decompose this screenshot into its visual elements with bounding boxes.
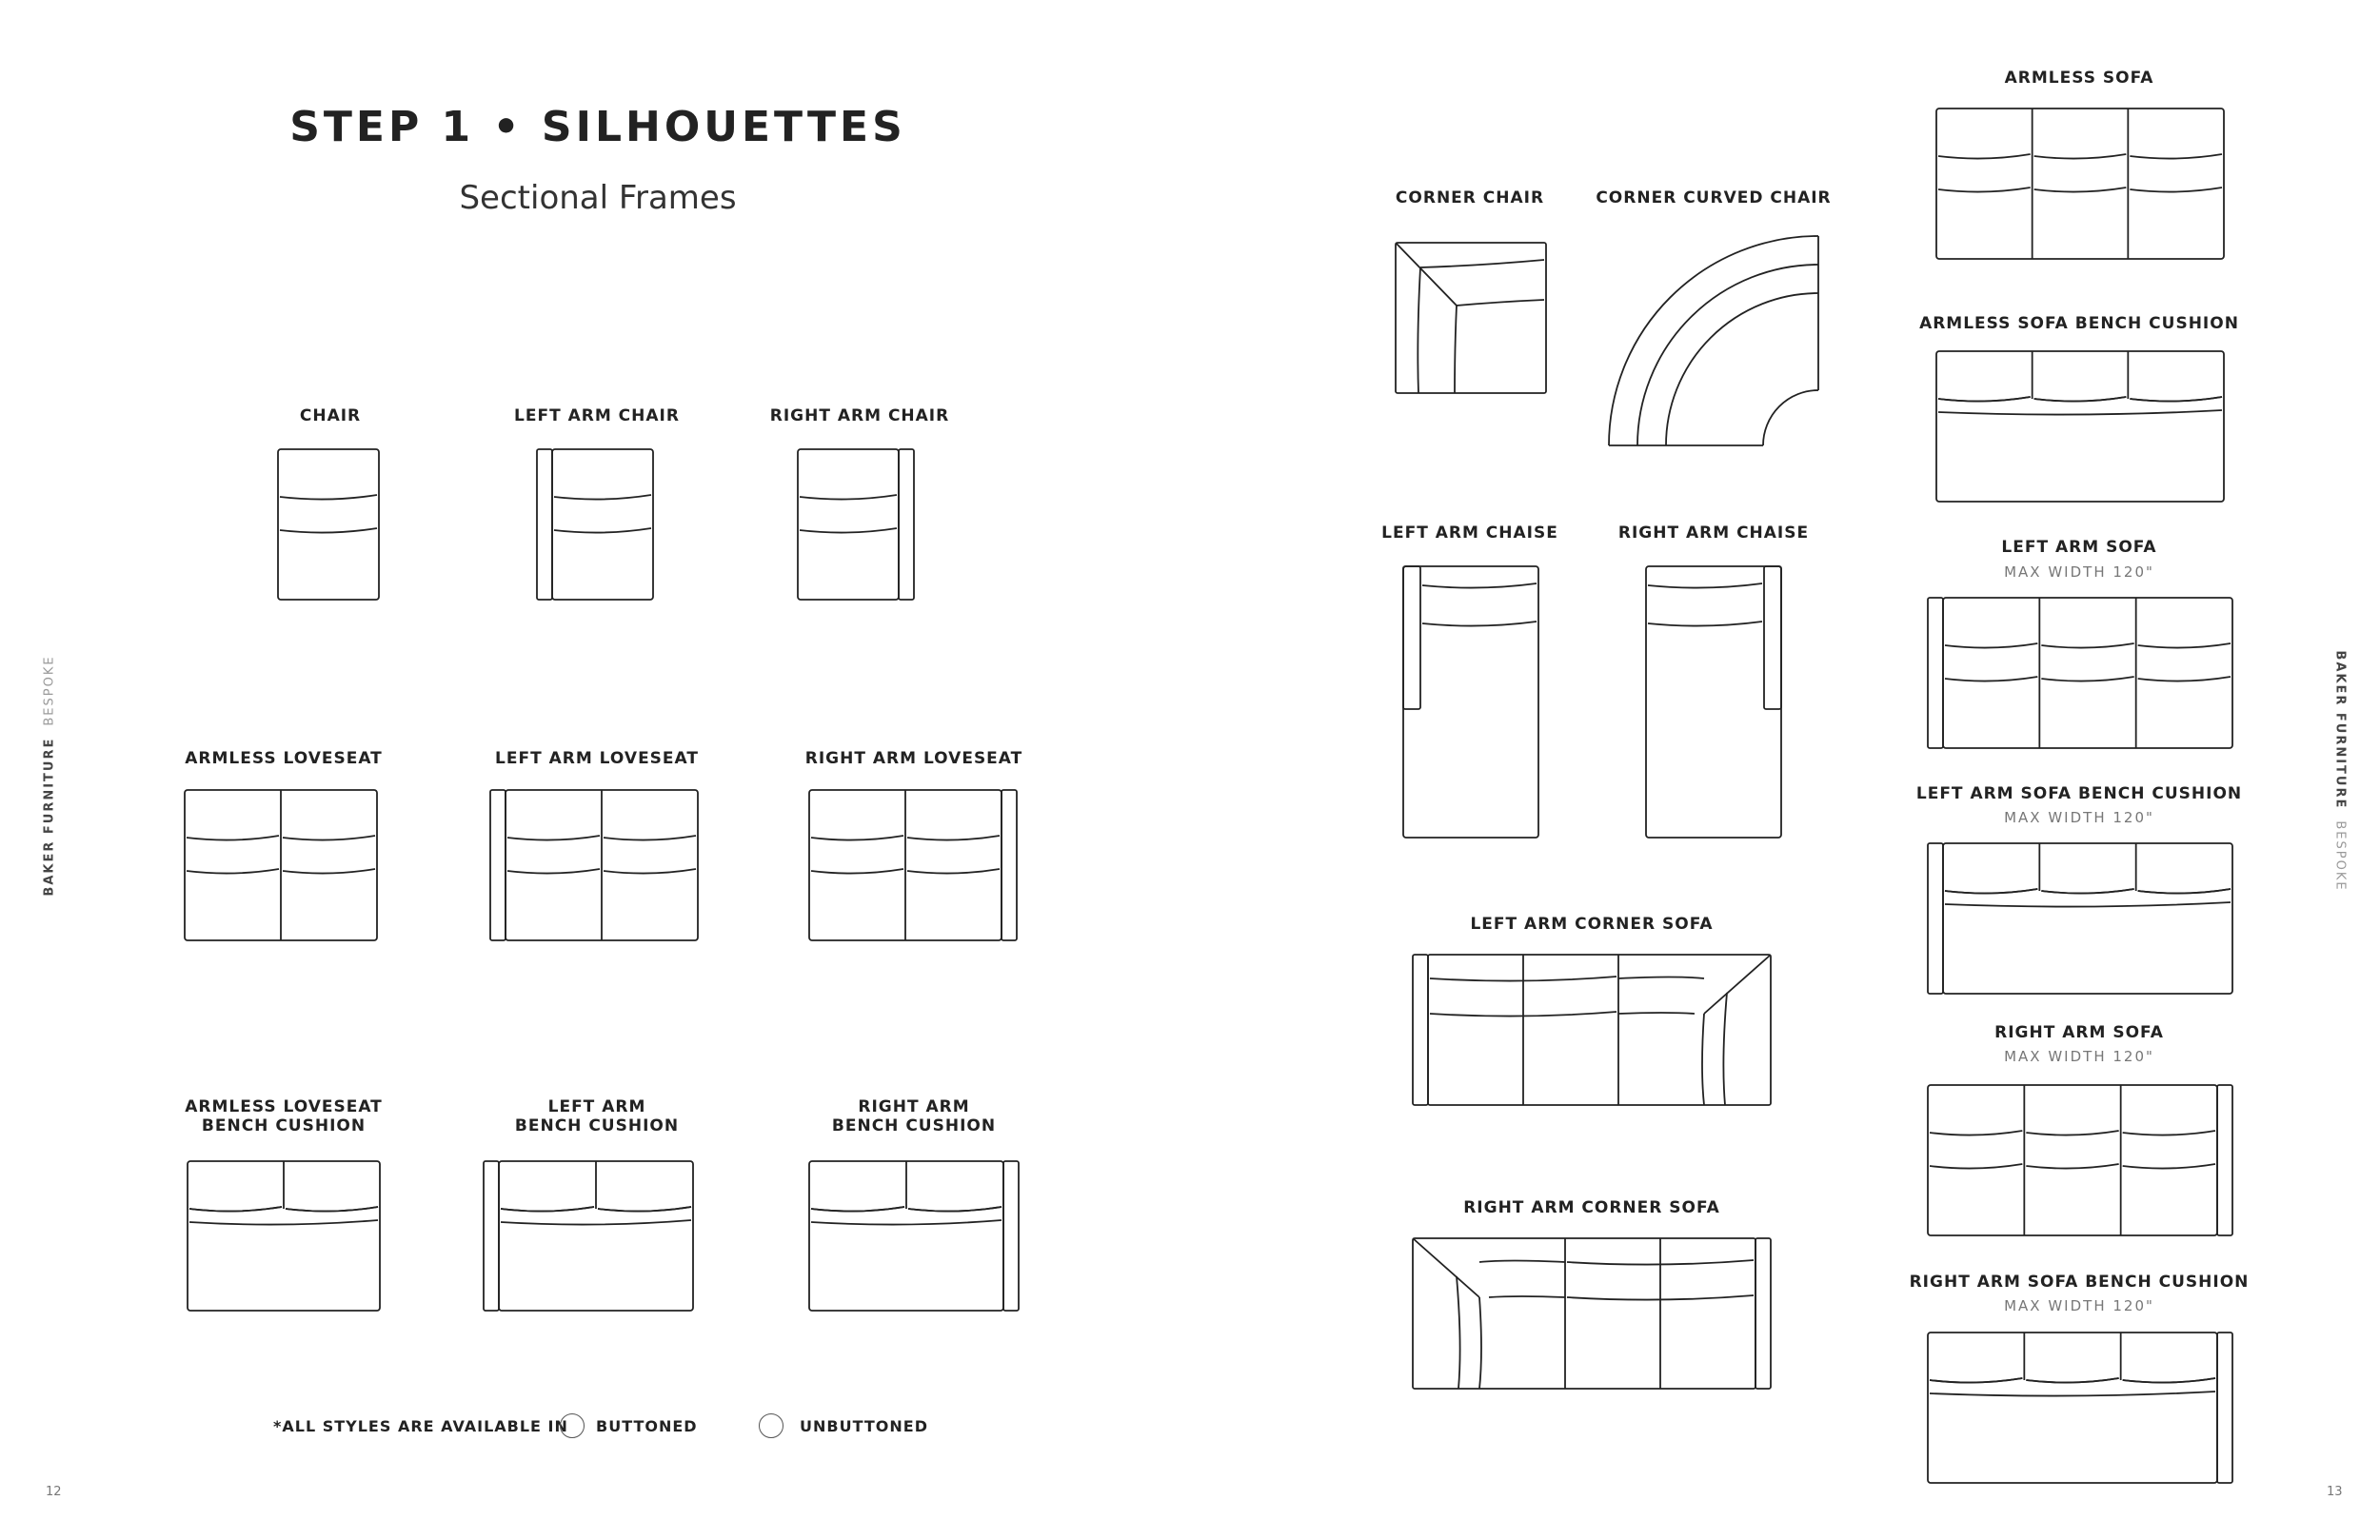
right-arm-loveseat-silhouette [809, 790, 1017, 940]
label-left-arm-sofa-bench: LEFT ARM SOFA BENCH CUSHION [1915, 784, 2243, 803]
label-line: RIGHT ARM [858, 1097, 970, 1116]
armless-sofa-silhouette [1936, 109, 2224, 259]
side-brand-right [2333, 650, 2348, 891]
max-width-note: MAX WIDTH 120" [2004, 563, 2154, 581]
collection-name: BESPOKE [42, 655, 57, 726]
page-title: STEP 1 • SILHOUETTES [289, 103, 906, 151]
right-arm-bench-silhouette [809, 1161, 1019, 1311]
max-width-note: MAX WIDTH 120" [2004, 1048, 2154, 1065]
label-line: BENCH CUSHION [514, 1116, 680, 1136]
label-right-arm-corner-sofa: RIGHT ARM CORNER SOFA [1463, 1198, 1720, 1217]
unbuttoned-option-circle [759, 1413, 783, 1438]
corner-chair-silhouette [1396, 243, 1546, 393]
label-right-arm-sofa-bench: RIGHT ARM SOFA BENCH CUSHION [1909, 1273, 2250, 1292]
label-armless-loveseat-bench [185, 1097, 383, 1136]
page-number-right: 13 [2327, 1485, 2343, 1499]
brand-name: BAKER FURNITURE [42, 737, 57, 897]
label-line: BENCH CUSHION [831, 1116, 997, 1136]
right-arm-chair-silhouette [798, 449, 914, 600]
label-armless-sofa-bench: ARMLESS SOFA BENCH CUSHION [1919, 314, 2239, 333]
label-left-arm-sofa: LEFT ARM SOFA [2001, 538, 2157, 557]
collection-name: BESPOKE [2332, 820, 2348, 892]
side-brand-left [43, 655, 57, 896]
label-line: ARMLESS LOVESEAT [185, 1097, 383, 1116]
left-arm-bench-silhouette [484, 1161, 693, 1311]
right-arm-chaise-silhouette [1646, 566, 1781, 838]
max-width-note: MAX WIDTH 120" [2004, 809, 2154, 826]
buttoned-label: BUTTONED [596, 1417, 698, 1435]
page-number-left: 12 [46, 1485, 62, 1499]
armless-sofa-bench-silhouette [1936, 351, 2224, 502]
corner-curved-chair-silhouette [1609, 236, 1818, 445]
max-width-note: MAX WIDTH 120" [2004, 1297, 2154, 1314]
right-arm-corner-sofa-silhouette [1413, 1238, 1771, 1389]
label-armless-loveseat: ARMLESS LOVESEAT [185, 749, 383, 768]
left-arm-chair-silhouette [537, 449, 653, 600]
label-right-arm-bench [832, 1097, 996, 1136]
label-corner-chair: CORNER CHAIR [1395, 188, 1545, 207]
chair-silhouette [278, 449, 379, 600]
brand-name: BAKER FURNITURE [2332, 650, 2348, 810]
label-left-arm-loveseat: LEFT ARM LOVESEAT [495, 749, 699, 768]
label-left-arm-bench [515, 1097, 679, 1136]
label-line: BENCH CUSHION [201, 1116, 367, 1136]
page-subtitle: Sectional Frames [459, 179, 737, 217]
left-arm-sofa-bench-silhouette [1928, 843, 2232, 994]
label-left-arm-chair: LEFT ARM CHAIR [514, 406, 680, 425]
label-line: LEFT ARM [547, 1097, 646, 1116]
label-right-arm-sofa: RIGHT ARM SOFA [1994, 1023, 2164, 1042]
armless-loveseat-silhouette [185, 790, 377, 940]
label-corner-curved-chair: CORNER CURVED CHAIR [1596, 188, 1832, 207]
label-right-arm-chaise: RIGHT ARM CHAISE [1617, 523, 1810, 543]
armless-loveseat-bench-silhouette [188, 1161, 380, 1311]
label-armless-sofa: ARMLESS SOFA [2004, 69, 2154, 88]
right-arm-sofa-bench-silhouette [1928, 1333, 2232, 1483]
label-right-arm-loveseat: RIGHT ARM LOVESEAT [804, 749, 1023, 768]
buttoned-option-circle [560, 1413, 585, 1438]
unbuttoned-label: UNBUTTONED [800, 1417, 928, 1435]
left-arm-sofa-silhouette [1928, 598, 2232, 748]
label-left-arm-corner-sofa: LEFT ARM CORNER SOFA [1470, 915, 1714, 934]
left-arm-corner-sofa-silhouette [1413, 955, 1771, 1105]
right-arm-sofa-silhouette [1928, 1085, 2232, 1235]
left-arm-loveseat-silhouette [490, 790, 698, 940]
label-left-arm-chaise: LEFT ARM CHAISE [1381, 523, 1558, 543]
left-arm-chaise-silhouette [1403, 566, 1538, 838]
label-chair: CHAIR [299, 406, 362, 425]
availability-note: *ALL STYLES ARE AVAILABLE IN [273, 1417, 568, 1435]
label-right-arm-chair: RIGHT ARM CHAIR [769, 406, 950, 425]
